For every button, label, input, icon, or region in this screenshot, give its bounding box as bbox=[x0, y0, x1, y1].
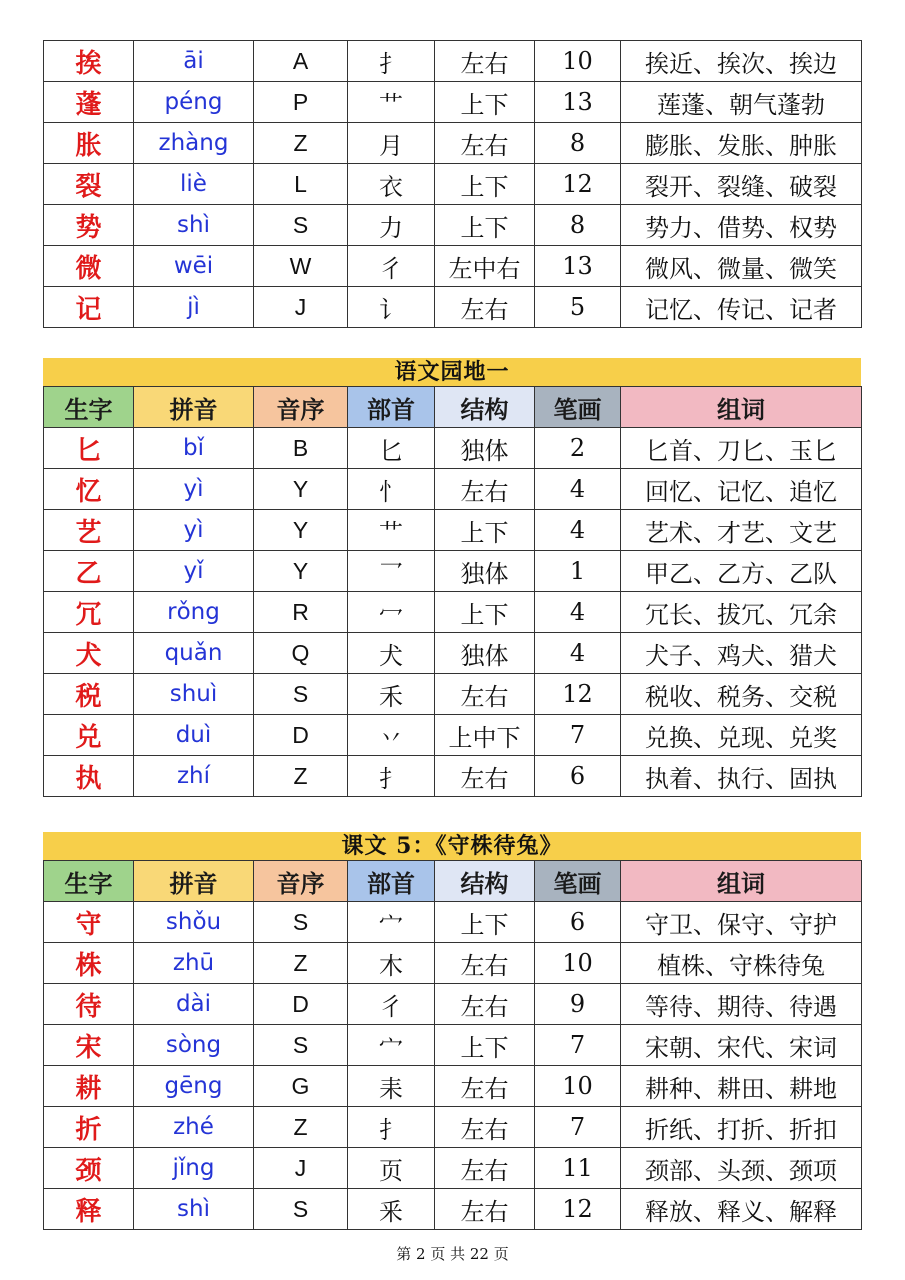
header-cell: 生字 bbox=[44, 861, 134, 902]
order-cell: G bbox=[254, 1066, 348, 1107]
order-cell: L bbox=[254, 164, 348, 205]
structure-cell: 左右 bbox=[435, 1066, 535, 1107]
order-cell: S bbox=[254, 1025, 348, 1066]
pinyin-cell: zhū bbox=[134, 943, 254, 984]
radical-cell: 讠 bbox=[348, 287, 435, 328]
table-row bbox=[44, 551, 862, 592]
strokes-cell: 7 bbox=[535, 715, 621, 756]
char-cell: 释 bbox=[44, 1189, 134, 1230]
order-cell: Z bbox=[254, 756, 348, 797]
table-row bbox=[44, 164, 862, 205]
radical-cell: 耒 bbox=[348, 1066, 435, 1107]
char-cell: 裂 bbox=[44, 164, 134, 205]
order-cell: Z bbox=[254, 123, 348, 164]
pinyin-cell: yì bbox=[134, 510, 254, 551]
pinyin-cell: shuì bbox=[134, 674, 254, 715]
structure-cell: 上下 bbox=[435, 1025, 535, 1066]
char-cell: 挨 bbox=[44, 41, 134, 82]
order-cell: J bbox=[254, 1148, 348, 1189]
words-cell: 颈部、头颈、颈项 bbox=[621, 1148, 862, 1189]
words-cell: 势力、借势、权势 bbox=[621, 205, 862, 246]
words-cell: 甲乙、乙方、乙队 bbox=[621, 551, 862, 592]
words-cell: 记忆、传记、记者 bbox=[621, 287, 862, 328]
pinyin-cell: shǒu bbox=[134, 902, 254, 943]
char-cell: 执 bbox=[44, 756, 134, 797]
words-cell: 犬子、鸡犬、猎犬 bbox=[621, 633, 862, 674]
radical-cell: 木 bbox=[348, 943, 435, 984]
words-cell: 挨近、挨次、挨边 bbox=[621, 41, 862, 82]
pinyin-cell: yǐ bbox=[134, 551, 254, 592]
strokes-cell: 6 bbox=[535, 756, 621, 797]
pinyin-cell: quǎn bbox=[134, 633, 254, 674]
char-cell: 微 bbox=[44, 246, 134, 287]
order-cell: Y bbox=[254, 469, 348, 510]
table-lesson5-section bbox=[43, 832, 861, 1230]
strokes-cell: 10 bbox=[535, 943, 621, 984]
words-cell: 耕种、耕田、耕地 bbox=[621, 1066, 862, 1107]
header-cell: 结构 bbox=[435, 861, 535, 902]
radical-cell: 犬 bbox=[348, 633, 435, 674]
order-cell: J bbox=[254, 287, 348, 328]
structure-cell: 左右 bbox=[435, 1107, 535, 1148]
table-row bbox=[44, 469, 862, 510]
order-cell: R bbox=[254, 592, 348, 633]
table-row bbox=[44, 943, 862, 984]
structure-cell: 上下 bbox=[435, 205, 535, 246]
order-cell: S bbox=[254, 205, 348, 246]
order-cell: Q bbox=[254, 633, 348, 674]
table-row bbox=[44, 246, 862, 287]
strokes-cell: 4 bbox=[535, 633, 621, 674]
strokes-cell: 8 bbox=[535, 205, 621, 246]
structure-cell: 上中下 bbox=[435, 715, 535, 756]
table-row bbox=[44, 428, 862, 469]
strokes-cell: 8 bbox=[535, 123, 621, 164]
radical-cell: 禾 bbox=[348, 674, 435, 715]
structure-cell: 左右 bbox=[435, 123, 535, 164]
structure-cell: 上下 bbox=[435, 164, 535, 205]
strokes-cell: 11 bbox=[535, 1148, 621, 1189]
char-cell: 胀 bbox=[44, 123, 134, 164]
table-row bbox=[44, 1025, 862, 1066]
pinyin-cell: zhàng bbox=[134, 123, 254, 164]
table-row bbox=[44, 82, 862, 123]
words-cell: 折纸、打折、折扣 bbox=[621, 1107, 862, 1148]
strokes-cell: 13 bbox=[535, 246, 621, 287]
char-cell: 守 bbox=[44, 902, 134, 943]
order-cell: S bbox=[254, 902, 348, 943]
header-cell: 笔画 bbox=[535, 861, 621, 902]
strokes-cell: 12 bbox=[535, 164, 621, 205]
words-cell: 冗长、拔冗、冗余 bbox=[621, 592, 862, 633]
table-row bbox=[44, 715, 862, 756]
header-cell: 组词 bbox=[621, 861, 862, 902]
section-title: 课文 5：《守株待兔》 bbox=[43, 832, 861, 860]
table-row bbox=[44, 1189, 862, 1230]
words-cell: 守卫、保守、守护 bbox=[621, 902, 862, 943]
order-cell: P bbox=[254, 82, 348, 123]
words-cell: 微风、微量、微笑 bbox=[621, 246, 862, 287]
char-cell: 犬 bbox=[44, 633, 134, 674]
table-yuwen-section bbox=[43, 358, 861, 797]
structure-cell: 左右 bbox=[435, 287, 535, 328]
char-cell: 耕 bbox=[44, 1066, 134, 1107]
table-row bbox=[44, 592, 862, 633]
table-top-section bbox=[43, 40, 861, 328]
structure-cell: 左右 bbox=[435, 41, 535, 82]
pinyin-cell: yì bbox=[134, 469, 254, 510]
order-cell: Z bbox=[254, 943, 348, 984]
structure-cell: 独体 bbox=[435, 633, 535, 674]
pinyin-cell: zhé bbox=[134, 1107, 254, 1148]
pinyin-cell: liè bbox=[134, 164, 254, 205]
strokes-cell: 5 bbox=[535, 287, 621, 328]
structure-cell: 上下 bbox=[435, 510, 535, 551]
character-table bbox=[43, 40, 862, 328]
pinyin-cell: gēng bbox=[134, 1066, 254, 1107]
order-cell: S bbox=[254, 1189, 348, 1230]
structure-cell: 左右 bbox=[435, 1148, 535, 1189]
char-cell: 宋 bbox=[44, 1025, 134, 1066]
pinyin-cell: jǐng bbox=[134, 1148, 254, 1189]
header-cell: 部首 bbox=[348, 861, 435, 902]
pinyin-cell: péng bbox=[134, 82, 254, 123]
radical-cell: 宀 bbox=[348, 1025, 435, 1066]
strokes-cell: 2 bbox=[535, 428, 621, 469]
table-row bbox=[44, 1148, 862, 1189]
header-cell: 音序 bbox=[254, 387, 348, 428]
strokes-cell: 6 bbox=[535, 902, 621, 943]
table-row bbox=[44, 1107, 862, 1148]
character-table bbox=[43, 860, 862, 1230]
radical-cell: 匕 bbox=[348, 428, 435, 469]
header-cell: 组词 bbox=[621, 387, 862, 428]
structure-cell: 左右 bbox=[435, 1189, 535, 1230]
strokes-cell: 4 bbox=[535, 510, 621, 551]
words-cell: 宋朝、宋代、宋词 bbox=[621, 1025, 862, 1066]
radical-cell: 扌 bbox=[348, 756, 435, 797]
pinyin-cell: bǐ bbox=[134, 428, 254, 469]
words-cell: 等待、期待、待遇 bbox=[621, 984, 862, 1025]
radical-cell: 彳 bbox=[348, 246, 435, 287]
radical-cell: 忄 bbox=[348, 469, 435, 510]
order-cell: B bbox=[254, 428, 348, 469]
table-row bbox=[44, 287, 862, 328]
order-cell: A bbox=[254, 41, 348, 82]
char-cell: 折 bbox=[44, 1107, 134, 1148]
radical-cell: 扌 bbox=[348, 41, 435, 82]
header-cell: 部首 bbox=[348, 387, 435, 428]
words-cell: 匕首、刀匕、玉匕 bbox=[621, 428, 862, 469]
structure-cell: 独体 bbox=[435, 428, 535, 469]
words-cell: 裂开、裂缝、破裂 bbox=[621, 164, 862, 205]
table-row bbox=[44, 123, 862, 164]
char-cell: 匕 bbox=[44, 428, 134, 469]
pinyin-cell: sòng bbox=[134, 1025, 254, 1066]
char-cell: 记 bbox=[44, 287, 134, 328]
structure-cell: 上下 bbox=[435, 592, 535, 633]
header-row bbox=[44, 387, 862, 428]
pinyin-cell: zhí bbox=[134, 756, 254, 797]
structure-cell: 左中右 bbox=[435, 246, 535, 287]
radical-cell: 力 bbox=[348, 205, 435, 246]
table-row bbox=[44, 510, 862, 551]
pinyin-cell: jì bbox=[134, 287, 254, 328]
radical-cell: 扌 bbox=[348, 1107, 435, 1148]
radical-cell: 艹 bbox=[348, 82, 435, 123]
radical-cell: 宀 bbox=[348, 902, 435, 943]
page-number: 第 2 页 共 22 页 bbox=[396, 1245, 509, 1263]
radical-cell: 丷 bbox=[348, 715, 435, 756]
structure-cell: 上下 bbox=[435, 902, 535, 943]
strokes-cell: 13 bbox=[535, 82, 621, 123]
words-cell: 植株、守株待兔 bbox=[621, 943, 862, 984]
strokes-cell: 7 bbox=[535, 1025, 621, 1066]
header-cell: 音序 bbox=[254, 861, 348, 902]
header-cell: 拼音 bbox=[134, 861, 254, 902]
header-row bbox=[44, 861, 862, 902]
structure-cell: 左右 bbox=[435, 756, 535, 797]
char-cell: 艺 bbox=[44, 510, 134, 551]
header-cell: 结构 bbox=[435, 387, 535, 428]
pinyin-cell: duì bbox=[134, 715, 254, 756]
strokes-cell: 10 bbox=[535, 41, 621, 82]
radical-cell: 艹 bbox=[348, 510, 435, 551]
order-cell: D bbox=[254, 984, 348, 1025]
strokes-cell: 4 bbox=[535, 592, 621, 633]
radical-cell: 页 bbox=[348, 1148, 435, 1189]
table-row bbox=[44, 756, 862, 797]
pinyin-cell: wēi bbox=[134, 246, 254, 287]
words-cell: 兑换、兑现、兑奖 bbox=[621, 715, 862, 756]
table-row bbox=[44, 902, 862, 943]
char-cell: 乙 bbox=[44, 551, 134, 592]
words-cell: 回忆、记忆、追忆 bbox=[621, 469, 862, 510]
char-cell: 税 bbox=[44, 674, 134, 715]
table-row bbox=[44, 1066, 862, 1107]
char-cell: 冗 bbox=[44, 592, 134, 633]
radical-cell: 彳 bbox=[348, 984, 435, 1025]
order-cell: S bbox=[254, 674, 348, 715]
radical-cell: 冖 bbox=[348, 592, 435, 633]
words-cell: 税收、税务、交税 bbox=[621, 674, 862, 715]
structure-cell: 上下 bbox=[435, 82, 535, 123]
section-title: 语文园地一 bbox=[43, 358, 861, 386]
strokes-cell: 12 bbox=[535, 674, 621, 715]
pinyin-cell: shì bbox=[134, 205, 254, 246]
table-row bbox=[44, 41, 862, 82]
table-row bbox=[44, 984, 862, 1025]
strokes-cell: 10 bbox=[535, 1066, 621, 1107]
order-cell: Y bbox=[254, 510, 348, 551]
structure-cell: 左右 bbox=[435, 674, 535, 715]
char-cell: 待 bbox=[44, 984, 134, 1025]
pinyin-cell: dài bbox=[134, 984, 254, 1025]
char-cell: 兑 bbox=[44, 715, 134, 756]
words-cell: 释放、释义、解释 bbox=[621, 1189, 862, 1230]
strokes-cell: 1 bbox=[535, 551, 621, 592]
table-row bbox=[44, 633, 862, 674]
pinyin-cell: āi bbox=[134, 41, 254, 82]
radical-cell: 乛 bbox=[348, 551, 435, 592]
structure-cell: 左右 bbox=[435, 984, 535, 1025]
header-cell: 笔画 bbox=[535, 387, 621, 428]
words-cell: 莲蓬、朝气蓬勃 bbox=[621, 82, 862, 123]
header-cell: 生字 bbox=[44, 387, 134, 428]
strokes-cell: 9 bbox=[535, 984, 621, 1025]
radical-cell: 月 bbox=[348, 123, 435, 164]
order-cell: Z bbox=[254, 1107, 348, 1148]
char-cell: 忆 bbox=[44, 469, 134, 510]
character-table bbox=[43, 386, 862, 797]
radical-cell: 釆 bbox=[348, 1189, 435, 1230]
table-row bbox=[44, 205, 862, 246]
order-cell: Y bbox=[254, 551, 348, 592]
char-cell: 蓬 bbox=[44, 82, 134, 123]
words-cell: 膨胀、发胀、肿胀 bbox=[621, 123, 862, 164]
char-cell: 株 bbox=[44, 943, 134, 984]
order-cell: W bbox=[254, 246, 348, 287]
words-cell: 执着、执行、固执 bbox=[621, 756, 862, 797]
order-cell: D bbox=[254, 715, 348, 756]
strokes-cell: 4 bbox=[535, 469, 621, 510]
structure-cell: 独体 bbox=[435, 551, 535, 592]
structure-cell: 左右 bbox=[435, 469, 535, 510]
structure-cell: 左右 bbox=[435, 943, 535, 984]
strokes-cell: 12 bbox=[535, 1189, 621, 1230]
strokes-cell: 7 bbox=[535, 1107, 621, 1148]
char-cell: 势 bbox=[44, 205, 134, 246]
char-cell: 颈 bbox=[44, 1148, 134, 1189]
radical-cell: 衣 bbox=[348, 164, 435, 205]
pinyin-cell: rǒng bbox=[134, 592, 254, 633]
words-cell: 艺术、才艺、文艺 bbox=[621, 510, 862, 551]
pinyin-cell: shì bbox=[134, 1189, 254, 1230]
table-row bbox=[44, 674, 862, 715]
header-cell: 拼音 bbox=[134, 387, 254, 428]
